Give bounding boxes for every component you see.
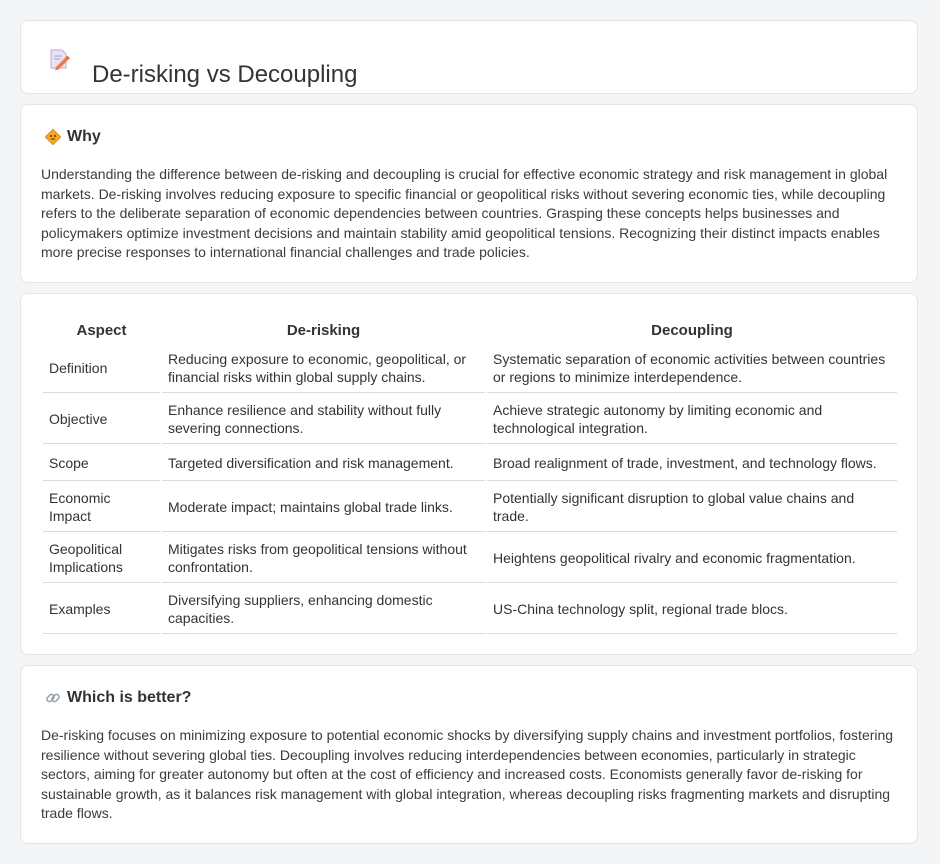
table-row bbox=[43, 585, 897, 634]
header-de-risking: De-risking bbox=[286, 321, 361, 339]
row-de-risking: Reducing exposure to economic, geopolitical, or financial risks within global supply chains. bbox=[162, 344, 485, 393]
table-row bbox=[43, 395, 897, 444]
why-section bbox=[20, 104, 918, 283]
row-decoupling: Achieve strategic autonomy by limiting economic and technological integration. bbox=[487, 395, 897, 444]
row-aspect: Objective bbox=[43, 395, 160, 444]
why-heading bbox=[45, 127, 101, 147]
row-decoupling: Broad realignment of trade, investment, and technology flows. bbox=[487, 446, 897, 481]
comparison-table bbox=[41, 314, 899, 636]
comparison-table-card bbox=[20, 293, 918, 655]
better-title: Which is better? bbox=[67, 689, 192, 706]
header-card bbox=[20, 20, 918, 94]
page-title: De-risking vs Decoupling bbox=[92, 61, 358, 89]
why-title: Why bbox=[67, 128, 101, 145]
row-de-risking: Targeted diversification and risk management. bbox=[162, 446, 485, 481]
row-de-risking: Diversifying suppliers, enhancing domestic capacities. bbox=[162, 585, 485, 634]
which-is-better-section bbox=[20, 665, 918, 844]
table-row bbox=[43, 344, 897, 393]
row-de-risking: Mitigates risks from geopolitical tensions without confrontation. bbox=[162, 534, 485, 583]
why-text: Understanding the difference between de-risking and decoupling is crucial for effective economic strategy and risk management in global markets. De-risking involves reducing exposure to specific financial or geopolitical risks without severing economic ties, while decoupling refers to the deliberate separation of economic dependencies between countries. Grasping these concepts helps businesses and policymakers optimize investment decisions and maintain stability amid geopolitical tensions. Recognizing their distinct impacts enables more precise responses to international financial challenges and trade policies. bbox=[41, 166, 888, 261]
link-icon bbox=[45, 690, 61, 706]
table-header-row bbox=[43, 316, 897, 342]
table-row bbox=[43, 534, 897, 583]
row-de-risking: Moderate impact; maintains global trade links. bbox=[162, 483, 485, 532]
row-decoupling: Potentially significant disruption to global value chains and trade. bbox=[487, 483, 897, 532]
row-aspect: Geopolitical Implications bbox=[43, 534, 160, 583]
row-decoupling: Systematic separation of economic activities between countries or regions to minimize interdependence. bbox=[487, 344, 897, 393]
better-text: De-risking focuses on minimizing exposure to potential economic shocks by diversifying supply chains and investment portfolios, fostering resilience without severing global ties. Decoupling involves reducing interdependencies between economies, particularly in strategic sectors, aiming for greater autonomy but often at the cost of efficiency and increased costs. Economists generally favor de-risking for sustainable growth, as it balances risk management with global integration, whereas decoupling risks fragmenting markets and disrupting trade flows. bbox=[41, 727, 894, 822]
header-aspect: Aspect bbox=[76, 321, 127, 339]
row-aspect: Definition bbox=[43, 344, 160, 393]
row-aspect: Scope bbox=[43, 446, 160, 481]
row-de-risking: Enhance resilience and stability without fully severing connections. bbox=[162, 395, 485, 444]
row-decoupling: US-China technology split, regional trade blocs. bbox=[487, 585, 897, 634]
diamond-sign-icon bbox=[45, 129, 61, 145]
document-pencil-icon bbox=[47, 47, 71, 71]
row-aspect: Economic Impact bbox=[43, 483, 160, 532]
better-heading bbox=[45, 688, 191, 708]
table-row bbox=[43, 483, 897, 532]
header-decoupling: Decoupling bbox=[651, 321, 733, 339]
row-decoupling: Heightens geopolitical rivalry and economic fragmentation. bbox=[487, 534, 897, 583]
table-row bbox=[43, 446, 897, 481]
row-aspect: Examples bbox=[43, 585, 160, 634]
